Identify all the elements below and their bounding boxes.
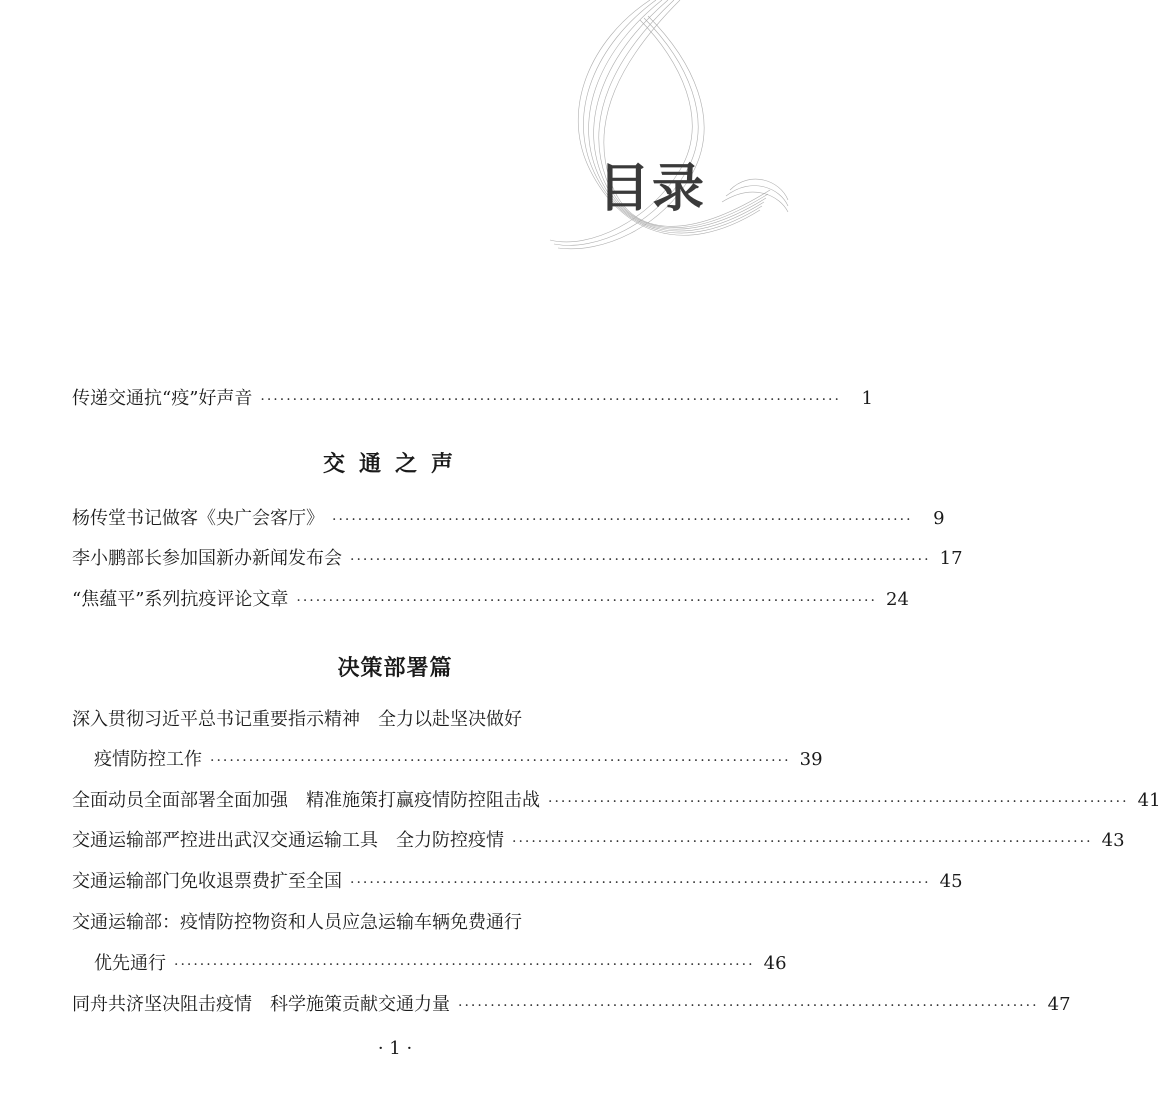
dot-leader: ·························································································· xyxy=(548,794,1129,810)
toc-entry-label: 同舟共济坚决阻击疫情 科学施策贡献交通力量 xyxy=(72,994,450,1015)
toc-entry[interactable] xyxy=(94,949,787,979)
toc-entry-page: 17 xyxy=(939,548,963,569)
dot-leader: ·························································································· xyxy=(512,834,1093,850)
ribbon-decoration xyxy=(530,0,790,280)
page-number: · 1 · xyxy=(377,1038,413,1059)
page-title: 目录 xyxy=(598,159,707,219)
toc-entry-label-line2: 疫情防控工作 xyxy=(94,749,202,770)
section-heading: 交通之声 xyxy=(322,452,467,477)
toc-entry-label: 交通运输部严控进出武汉交通运输工具 全力防控疫情 xyxy=(72,830,504,851)
toc-entry[interactable] xyxy=(72,544,963,574)
toc-entry-label-line2: 优先通行 xyxy=(94,953,166,974)
toc-entry[interactable] xyxy=(72,585,909,615)
toc-entry-page: 47 xyxy=(1047,994,1071,1015)
toc-entry-page: 43 xyxy=(1101,830,1125,851)
toc-entry-label: 交通运输部门免收退票费扩至全国 xyxy=(72,871,342,892)
toc-entry-page: 24 xyxy=(886,589,909,610)
toc-entry-label: 传递交通抗“疫”好声音 xyxy=(72,388,253,409)
dot-leader: ·························································································· xyxy=(260,392,841,408)
dot-leader: ·························································································· xyxy=(174,957,755,973)
toc-entry-label: “焦蕴平”系列抗疫评论文章 xyxy=(72,589,289,610)
dot-leader: ·························································································· xyxy=(350,552,931,568)
toc-entry[interactable] xyxy=(94,745,823,775)
dot-leader: ·························································································· xyxy=(458,998,1039,1014)
toc-entry-label-line1[interactable]: 交通运输部：疫情防控物资和人员应急运输车辆免费通行 xyxy=(72,912,522,933)
section-heading: 决策部署篇 xyxy=(337,656,453,681)
toc-entry[interactable] xyxy=(72,867,963,897)
toc-entry-label: 杨传堂书记做客《央广会客厅》 xyxy=(72,508,324,529)
dot-leader: ·························································································· xyxy=(210,753,791,769)
dot-leader: ·························································································· xyxy=(296,593,877,609)
toc-entry-page: 39 xyxy=(799,749,823,770)
toc-entry[interactable] xyxy=(72,384,873,414)
toc-entry[interactable] xyxy=(72,504,945,534)
toc-entry[interactable] xyxy=(72,990,1071,1020)
toc-entry-page: 41 xyxy=(1137,790,1161,811)
toc-entry-page: 1 xyxy=(861,388,873,409)
dot-leader: ·························································································· xyxy=(332,512,913,528)
toc-entry-label: 全面动员全面部署全面加强 精准施策打赢疫情防控阻击战 xyxy=(72,790,540,811)
toc-entry-label: 李小鹏部长参加国新办新闻发布会 xyxy=(72,548,342,569)
toc-entry[interactable] xyxy=(72,786,1161,816)
toc-entry-label-line1[interactable]: 深入贯彻习近平总书记重要指示精神 全力以赴坚决做好 xyxy=(72,709,522,730)
toc-entry-page: 9 xyxy=(933,508,945,529)
dot-leader: ·························································································· xyxy=(350,875,931,891)
toc-entry-page: 46 xyxy=(763,953,787,974)
toc-entry-page: 45 xyxy=(939,871,963,892)
toc-entry[interactable] xyxy=(72,826,1125,856)
